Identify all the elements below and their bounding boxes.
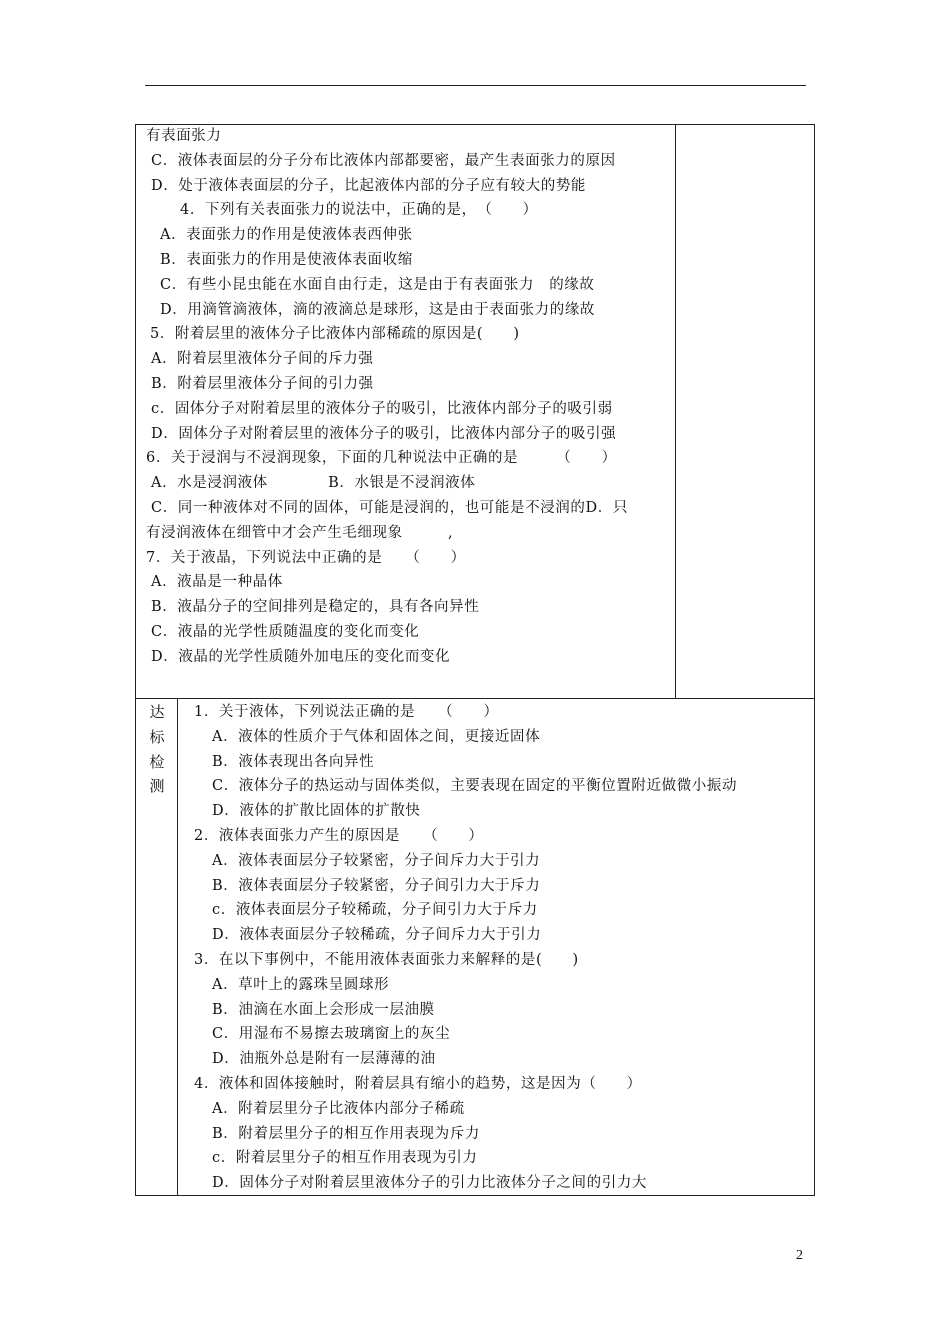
- page-number: 2: [796, 1248, 803, 1263]
- question-line: 7．关于液晶，下列说法中正确的是 （ ）: [146, 549, 466, 566]
- question-line: 6．关于浸润与不浸润现象，下面的几种说法中正确的是 （ ）: [146, 450, 617, 467]
- question-line: D．用滴管滴液体，滴的液滴总是球形，这是由于表面张力的缘故: [160, 301, 596, 318]
- question-line: c．固体分子对附着层里的液体分子的吸引，比液体内部分子的吸引弱: [151, 400, 613, 417]
- section-label-char: 测: [149, 777, 165, 796]
- table-right-column-divider: [675, 124, 676, 698]
- question-line: B．液晶分子的空间排列是稳定的，具有各向异性: [151, 599, 480, 616]
- question-line: D．固体分子对附着层里液体分子的引力比液体分子之间的引力大: [212, 1175, 648, 1192]
- question-line: D．液晶的光学性质随外加电压的变化而变化: [151, 648, 451, 665]
- question-line: D．油瓶外总是附有一层薄薄的油: [212, 1051, 436, 1068]
- question-line: D．固体分子对附着层里的液体分子的吸引，比液体内部分子的吸引强: [151, 425, 617, 442]
- table-label-column-divider: [177, 698, 178, 1196]
- question-line: D．液体表面层分子较稀疏，分子间斥力大于引力: [212, 927, 542, 944]
- question-line: C．液体分子的热运动与固体类似，主要表现在固定的平衡位置附近做微小振动: [212, 778, 738, 795]
- question-line: B．表面张力的作用是使液体表面收缩: [160, 252, 413, 268]
- question-line: A．液晶是一种晶体: [151, 574, 283, 591]
- question-line: 1．关于液体，下列说法正确的是 （ ）: [194, 704, 499, 720]
- section-label-char: 达: [149, 703, 165, 721]
- question-line: B．油滴在水面上会形成一层油膜: [212, 1001, 435, 1018]
- question-line: A．草叶上的露珠呈圆球形: [212, 976, 390, 993]
- question-line: C．同一种液体对不同的固体，可能是浸润的，也可能是不浸润的D．只: [151, 500, 628, 516]
- question-line: A．表面张力的作用是使液体表西伸张: [160, 227, 413, 244]
- table-row-divider: [135, 698, 815, 699]
- question-line: 4．液体和固体接触时，附着层具有缩小的趋势，这是因为（ ）: [194, 1076, 642, 1092]
- section-label-char: 标: [149, 727, 165, 746]
- question-line: 2．液体表面张力产生的原因是 （ ）: [194, 828, 484, 844]
- question-line: B．附着层里分子的相互作用表现为斥力: [212, 1125, 480, 1142]
- question-line: A．液体的性质介于气体和固体之间，更接近固体: [212, 728, 541, 745]
- question-line: A．附着层里分子比液体内部分子稀疏: [212, 1100, 465, 1117]
- question-line: C．液晶的光学性质随温度的变化而变化: [151, 624, 420, 640]
- question-line: 有表面张力: [146, 128, 222, 144]
- question-line: 3．在以下事例中，不能用液体表面张力来解释的是( ): [194, 952, 579, 968]
- question-line: A．液体表面层分子较紧密，分子间斥力大于引力: [212, 852, 541, 869]
- question-line: C．有些小昆虫能在水面自由行走，这是由于有表面张力 的缘故: [160, 276, 595, 293]
- question-line: D．处于液体表面层的分子，比起液体内部的分子应有较大的势能: [151, 177, 587, 194]
- question-line: D．液体的扩散比固体的扩散快: [212, 803, 421, 820]
- question-line: B．液体表面层分子较紧密，分子间引力大于斥力: [212, 877, 541, 894]
- question-line: 5．附着层里的液体分子比液体内部稀疏的原因是( ): [150, 326, 520, 343]
- question-line: 4．下列有关表面张力的说法中，正确的是， （ ）: [180, 202, 538, 219]
- header-rule: [145, 85, 806, 86]
- question-line: 有浸润液体在细管中才会产生毛细现象 ,: [146, 524, 454, 541]
- question-line: c．附着层里分子的相互作用表现为引力: [212, 1150, 478, 1167]
- question-line: B．液体表现出各向异性: [212, 753, 375, 770]
- question-line: C．用湿布不易擦去玻璃窗上的灰尘: [212, 1026, 451, 1043]
- question-line: c．液体表面层分子较稀疏，分子间引力大于斥力: [212, 902, 538, 919]
- question-line: A．水是浸润液体 B．水银是不浸润液体: [151, 475, 476, 492]
- section-label-char: 检: [149, 752, 165, 771]
- question-line: A．附着层里液体分子间的斥力强: [151, 351, 374, 368]
- question-line: B．附着层里液体分子间的引力强: [151, 376, 374, 392]
- question-line: C．液体表面层的分子分布比液体内部都要密，最产生表面张力的原因: [151, 152, 616, 169]
